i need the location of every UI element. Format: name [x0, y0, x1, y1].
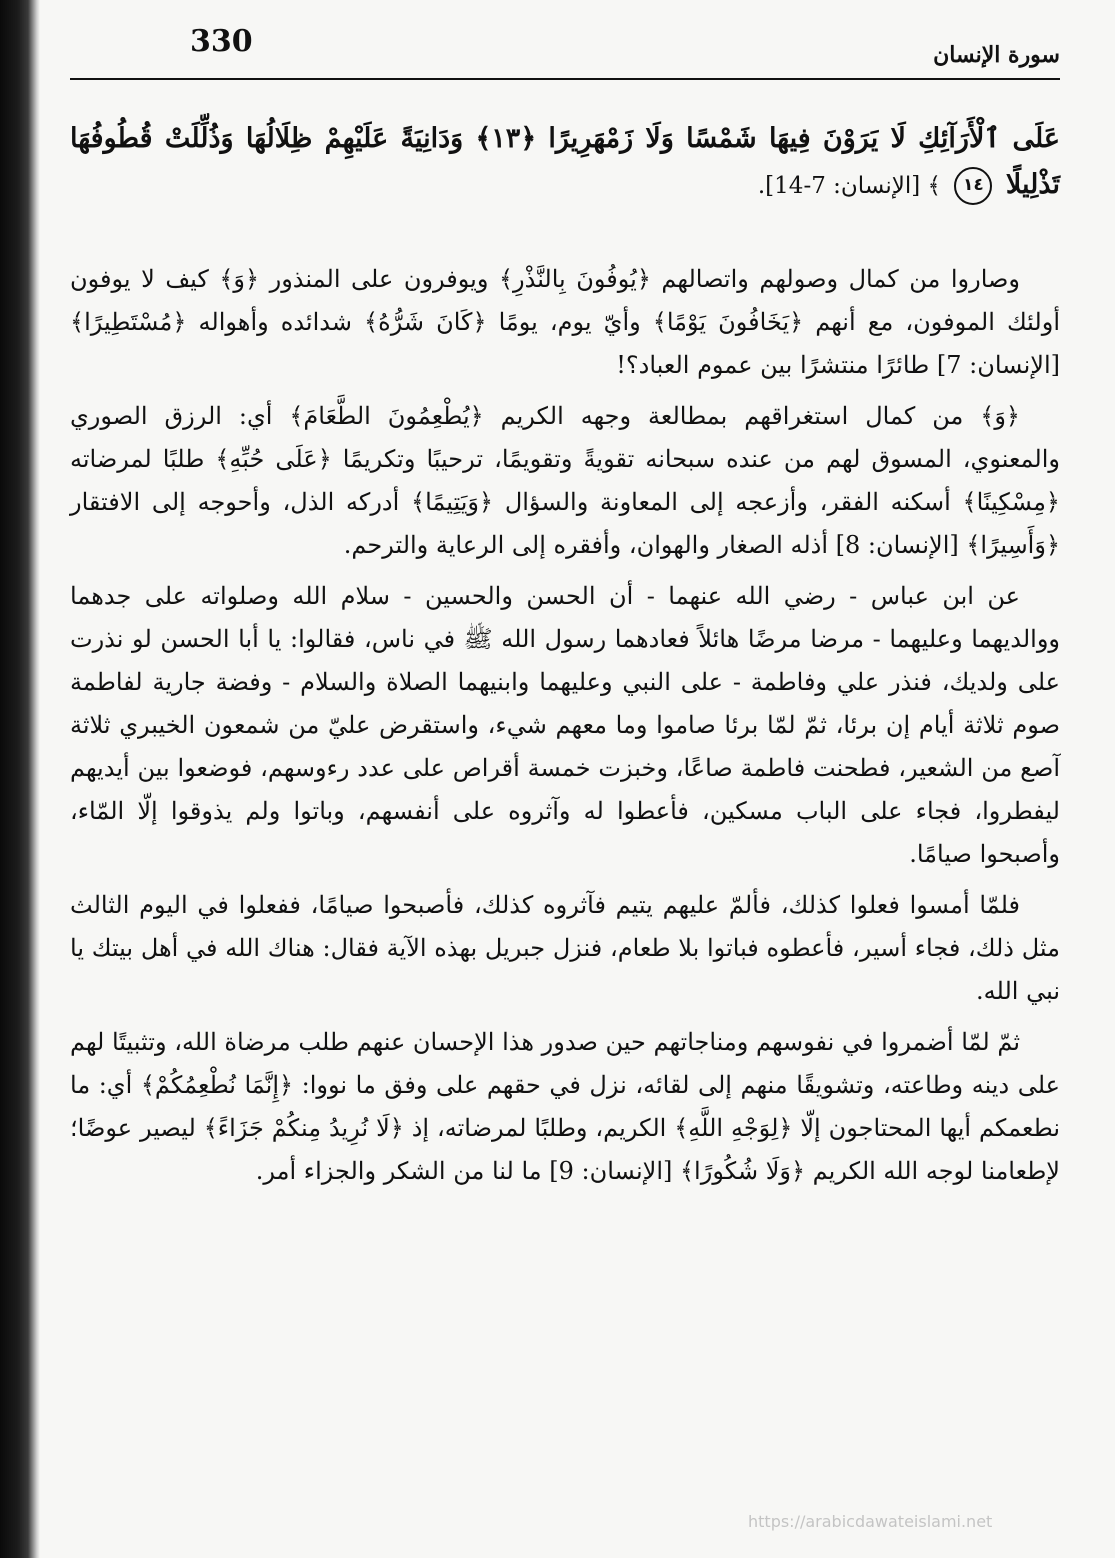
source-watermark: https://arabicdawateislami.net	[748, 1512, 993, 1531]
paragraph: فلمّا أمسوا فعلوا كذلك، فألمّ عليهم يتيم فآثروه كذلك، فأصبحوا صيامًا، ففعلوا في اليوم الثالث مثل ذلك، فجاء أسير، فأعطوه فباتوا بلا طعام، فنزل جبريل بهذه الآية فقال: هناك الله في أهل بيتك يا نبي الله.	[70, 891, 1060, 1005]
paragraph: عن ابن عباس - رضي الله عنهما - أن الحسن والحسين - سلام الله وصلواته على جدهما ووالديهما وعليهما - مرضا مرضًا هائلاً فعادهما رسول الله ﷺ في ناس، فقالوا: يا أبا الحسن لو نذرت على ولديك، فنذر علي وفاطمة - على النبي وعليهما وابنيهما الصلاة والسلام - وفضة جارية لفاطمة صوم ثلاثة أيام إن برئا، ثمّ لمّا برئا صاموا وما معهم شيء، واستقرض عليّ من شمعون الخيبري ثلاثة آصع من الشعير، فطحنت فاطمة صاعًا، وخبزت خمسة أقراص على عدد رءوسهم، فوضعوا بين أيديهم ليفطروا، فجاء على الباب مسكين، فأعطوا له وآثروه على أنفسهم، وباتوا ولم يذوقوا إلّا المّاء، وأصبحوا صيامًا.	[70, 582, 1060, 868]
quran-verse	[70, 116, 1060, 209]
book-page	[70, 20, 1060, 1520]
paragraph: ﴿وَ﴾ من كمال استغراقهم بمطالعة وجهه الكريم ﴿يُطْعِمُونَ الطَّعَامَ﴾ أي: الرزق الصوري والمعنوي، المسوق لهم من عنده سبحانه تقويةً وتقويمًا، ترحيبًا وتكريمًا ﴿عَلَى حُبِّهِ﴾ طلبًا لمرضاته ﴿مِسْكِينًا﴾ أسكنه الفقر، وأزعجه إلى المعاونة والسؤال ﴿وَيَتِيمًا﴾ أدركه الذل، وأحوجه إلى الافتقار ﴿وَأَسِيرًا﴾ [الإنسان: 8] أذله الصغار والهوان، وأفقره إلى الرعاية والترحم.	[70, 402, 1060, 559]
paragraph: ثمّ لمّا أضمروا في نفوسهم ومناجاتهم حين صدور هذا الإحسان عنهم طلب مرضاة الله، وتثبيتًا لهم على دينه وطاعته، وتشويقًا منهم إلى لقائه، نزل في حقهم على وفق ما نووا: ﴿إِنَّمَا نُطْعِمُكُمْ﴾ أي: ما نطعمكم أيها المحتاجون إلّا ﴿لِوَجْهِ اللَّهِ﴾ الكريم، وطلبًا لمرضاته، إذ ﴿لَا نُرِيدُ مِنكُمْ جَزَاءً﴾ ليصير عوضًا؛ لإطعامنا لوجه الله الكريم ﴿وَلَا شُكُورًا﴾ [الإنسان: 9] ما لنا من الشكر والجزاء أمر.	[70, 1028, 1060, 1185]
page-header	[70, 20, 1060, 80]
verse-reference: ﴾ [الإنسان: 7-14].	[757, 173, 942, 199]
scan-binding-edge	[0, 0, 40, 1558]
verse-text: عَلَى ٱلْأَرَآئِكِ لَا يَرَوْنَ فِيهَا شَمْسًا وَلَا زَمْهَرِيرًا ﴿١٣﴾ وَدَانِيَةً عَلَيْهِمْ ظِلَالُهَا وَذُلِّلَتْ قُطُوفُهَا تَذْلِيلًا	[70, 123, 1060, 200]
ayah-number-marker: ١٤	[954, 167, 992, 205]
commentary-body	[70, 258, 1060, 1201]
surah-title: سورة الإنسان	[933, 42, 1060, 68]
paragraph: وصاروا من كمال وصولهم واتصالهم ﴿يُوفُونَ بِالنَّذْرِ﴾ ويوفرون على المنذور ﴿وَ﴾ كيف لا يوفون أولئك الموفون، مع أنهم ﴿يَخَافُونَ يَوْمًا﴾ وأيّ يوم، يومًا ﴿كَانَ شَرُّهُ﴾ شدائده وأهواله ﴿مُسْتَطِيرًا﴾ [الإنسان: 7] طائرًا منتشرًا بين عموم العباد؟!	[70, 265, 1060, 379]
page-number: 330	[190, 24, 253, 59]
